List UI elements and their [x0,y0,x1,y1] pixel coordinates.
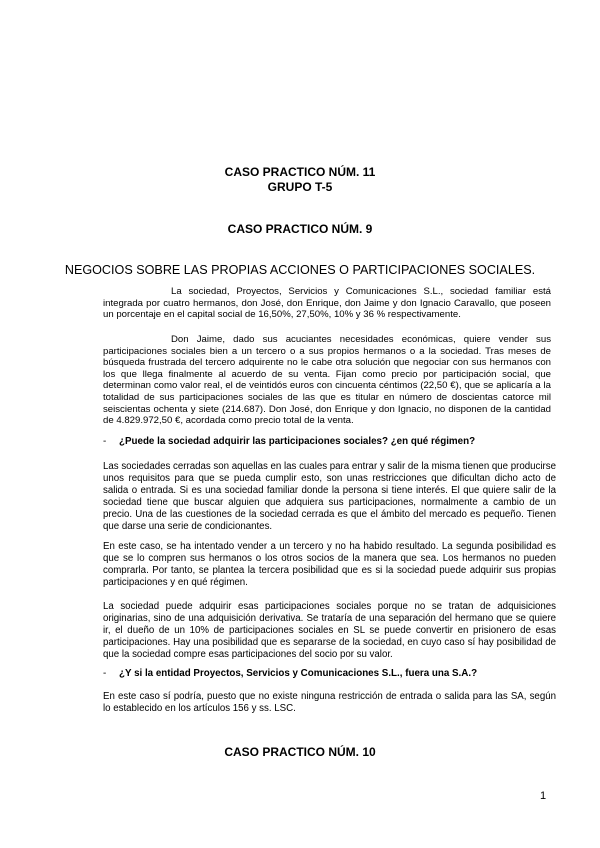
question-2 [103,668,563,679]
case-11-heading: CASO PRACTICO NÚM. 11 [224,165,376,179]
intro-paragraph-1: La sociedad, Proyectos, Servicios y Comunicaciones S.L., sociedad familiar está integrada por cuatro hermanos, don José, don Enrique, don Jaime y don Ignacio Caravallo, que poseen un porcentaje en el capital social de 16,50%, 27,50%, 10% y 36 % respectivamente. [103,286,551,321]
answer-1-paragraph-3: La sociedad puede adquirir esas participaciones sociales porque no se tratan de adquisiciones originarias, sino de una adquisición derivativa. Se trataría de una separación del hermano que se quiere ir, el dueño de un 10% de participaciones sociales en SL se puede convertir en prisionero de esas participaciones. Hay una posibilidad que es separarse de la sociedad, en cuyo caso sí hay posibilidad de que la sociedad compre esas participaciones del socio por su valor. [103,601,556,660]
answer-1-paragraph-2: En este caso, se ha intentado vender a un tercero y no ha habido resultado. La segunda posibilidad es que se lo compren sus hermanos o los otros socios de la manera que sea. Los hermanos no pueden comprarla. Por tanto, se plantea la tercera posibilidad que es si la sociedad puede adquirir sus propias participaciones y en qué régimen. [103,541,556,588]
question-1-text: ¿Puede la sociedad adquirir las participaciones sociales? ¿en qué régimen? [119,436,476,447]
answer-2-paragraph-1: En este caso sí podría, puesto que no existe ninguna restricción de entrada o salida para las SA, según lo establecido en los artículos 156 y ss. LSC. [103,691,556,714]
case-10-block [0,745,600,760]
main-title: NEGOCIOS SOBRE LAS PROPIAS ACCIONES O PARTICIPACIONES SOCIALES. [64,263,536,277]
case-heading-block [0,165,600,195]
group-heading: GRUPO T-5 [267,180,333,194]
bullet-dash: - [103,436,107,447]
page-number: 1 [540,790,547,802]
case-10-heading: CASO PRACTICO NÚM. 10 [224,745,376,759]
case-9-heading: CASO PRACTICO NÚM. 9 [227,222,373,236]
question-2-text: ¿Y si la entidad Proyectos, Servicios y Comunicaciones S.L., fuera una S.A.? [119,668,478,679]
answer-1-paragraph-1: Las sociedades cerradas son aquellas en las cuales para entrar y salir de la misma tienen que producirse unos requisitos para que se pueda cumplir esto, son unas restricciones que dificultan dicho acto de salida o entrada. Si es una sociedad familiar donde la persona si tiene interés. El que quiere salir de la sociedad tiene que buscar alguien que adquiera sus participaciones, normalmente a cambio de un precio. Una de las cuestiones de la sociedad cerrada es que el ámbito del mercado es pequeño. Tienen que darse una serie de condicionantes. [103,461,556,532]
question-1 [103,436,563,447]
bullet-dash: - [103,668,107,679]
case-9-block [0,222,600,237]
intro-paragraph-2: Don Jaime, dado sus acuciantes necesidades económicas, quiere vender sus participaciones sociales bien a un tercero o a sus propios hermanos o a la sociedad. Tras meses de búsqueda frustrada del tercero adquirente no le cabe otra solución que negociar con sus hermanos con los que llega finalmente al acuerdo de su venta. Fijan como precio por participación social, que determinan como valor real, el de veintidós euros con cincuenta céntimos (22,50 €), que se aplicaría a la totalidad de sus participaciones sociales de las que es titular en número de doscientas catorce mil seiscientas ochenta y siete (214.687). Don José, don Enrique y don Ignacio, no disponen de la cantidad de 4.829.972,50 €, acordada como precio total de la venta. [103,334,551,427]
